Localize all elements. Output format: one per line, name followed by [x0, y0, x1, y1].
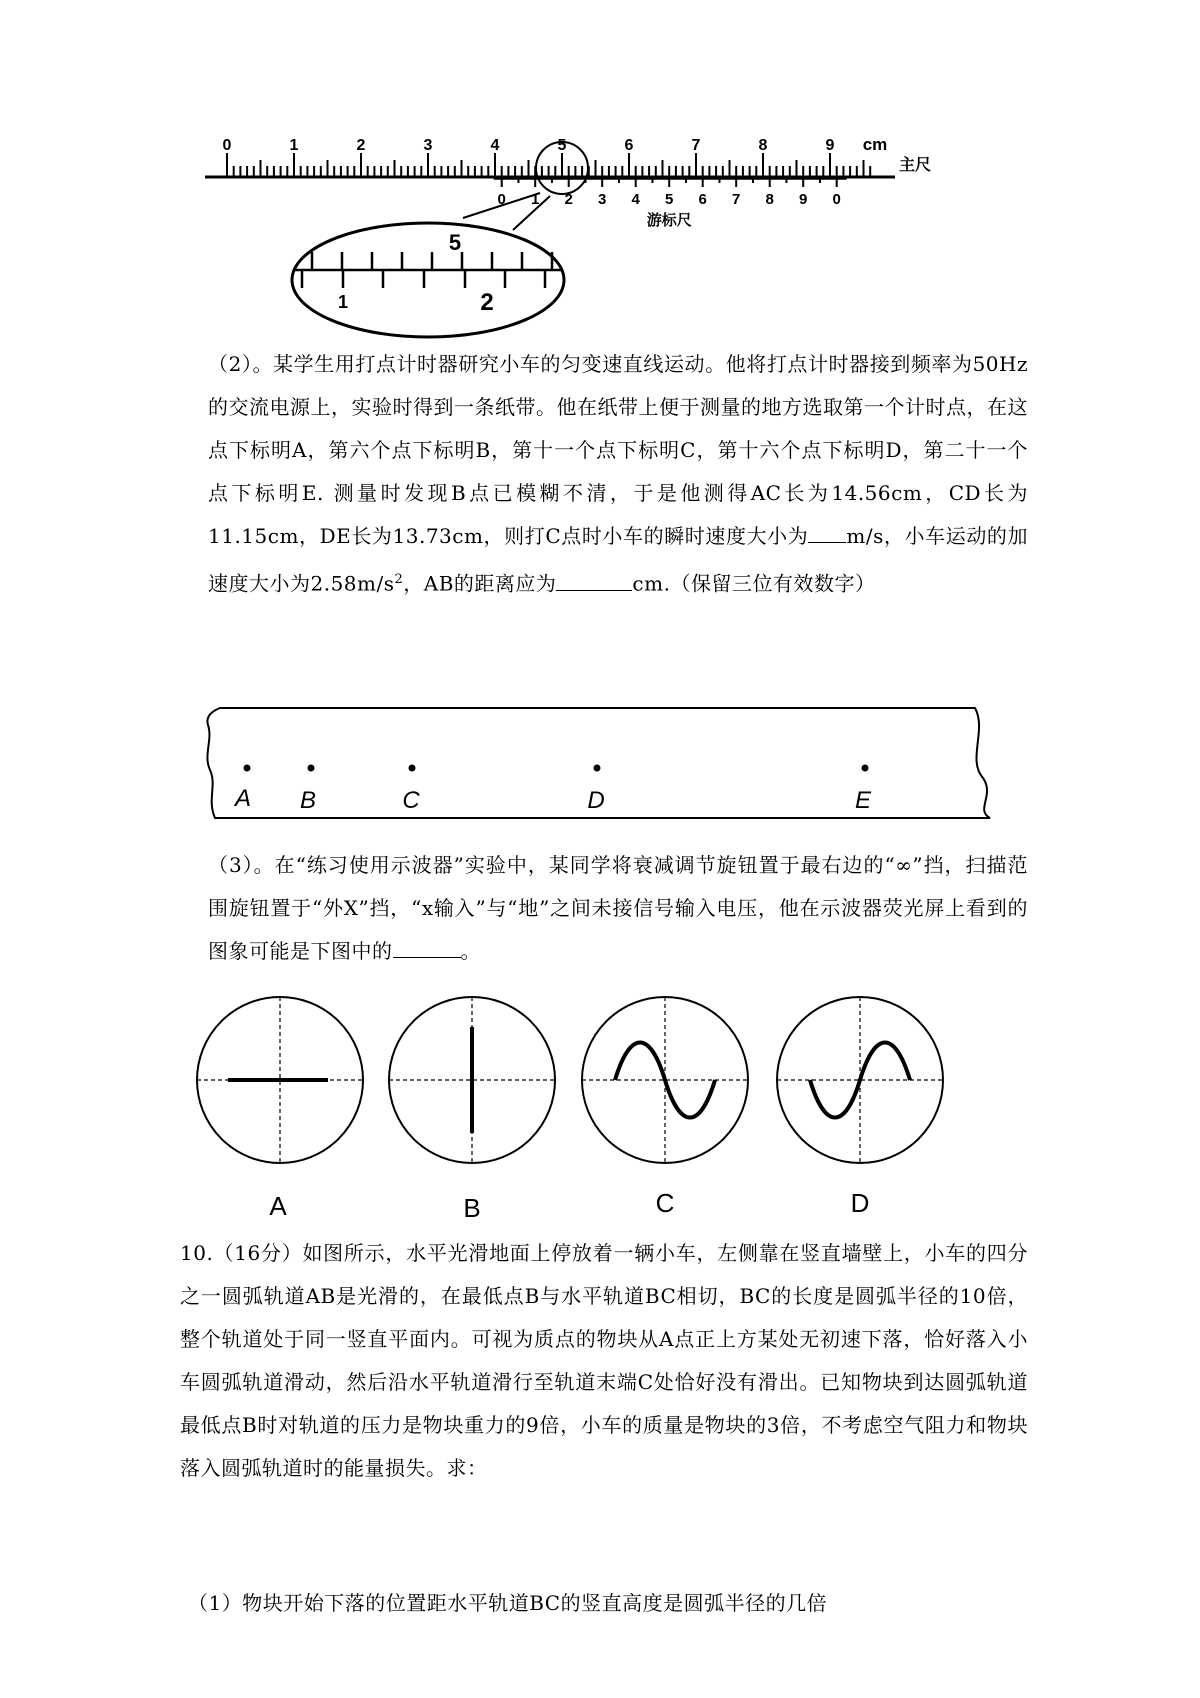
vernier-number: 1: [531, 191, 540, 208]
tape-label-b: B: [299, 787, 317, 814]
vernier-number: 5: [665, 191, 674, 208]
q2-blank-velocity[interactable]: [808, 524, 846, 543]
q3-text-a: （3）。在“练习使用示波器”实验中，某同学将衰减调节旋钮置于最右边的“∞”挡，扫描范围旋钮置于“外X”挡，“x输入”与“地”之间未接信号输入电压，他在示波器荧光屏上看到的图象可能是下图中的: [208, 853, 1028, 963]
tape-label-e: E: [854, 787, 872, 814]
option-b-screen: [389, 997, 555, 1163]
option-b-label: B: [463, 1193, 481, 1223]
tape-dot-d: [594, 765, 601, 772]
main-scale-number: 2: [356, 137, 366, 154]
q10-text: 10.（16分）如图所示，水平光滑地面上停放着一辆小车，左侧靠在竖直墙壁上，小车的四分之一圆弧轨道AB是光滑的，在最低点B与水平轨道BC相切，BC的长度是圆弧半径的10倍，整个轨道处于同一竖直平面内。可视为质点的物块从A点正上方某处无初速下落，恰好落入小车圆弧轨道滑动，然后沿水平轨道滑行至轨道末端C处恰好没有滑出。已知物块到达圆弧轨道最低点B时对轨道的压力是物块重力的9倍，小车的质量是物块的3倍，不考虑空气阻力和物块落入圆弧轨道时的能量损失。求：: [180, 1241, 1028, 1480]
question-10-sub-1: [188, 1582, 1008, 1625]
question-10-text: [180, 1232, 1028, 1490]
main-scale-number: 3: [423, 137, 433, 154]
vernier-number: 0: [832, 191, 841, 208]
tape-label-d: D: [587, 787, 605, 814]
option-d-label: D: [850, 1188, 870, 1218]
vernier-label: 游标尺: [646, 212, 692, 229]
vernier-number: 4: [631, 191, 640, 208]
option-d-screen: [777, 997, 943, 1163]
question-2-text: [208, 343, 1028, 606]
main-scale-number: 9: [825, 137, 835, 154]
vernier-number: 6: [698, 191, 707, 208]
tape-dot-c: [409, 765, 416, 772]
option-c-label: C: [655, 1188, 675, 1218]
q2-text-a: （2）。某学生用打点计时器研究小车的匀变速直线运动。他将打点计时器接到频率为50Hz的交流电源上，实验时得到一条纸带。他在纸带上便于测量的地方选取第一个计时点，在这点下标明A，第六个点下标明B，第十一个点下标明C，第十六个点下标明D，第二十一个点下标明E. 测量时发现B点已模糊不清，于是他测得AC长为14.56cm，CD长为11.15cm，DE长为13.73cm，则打C点时小车的瞬时速度大小为: [208, 352, 1028, 548]
zoom-ellipse: [292, 223, 564, 337]
question-3-text: [208, 844, 1028, 973]
vernier-caliper-figure: [205, 130, 1025, 345]
tape-label-a: A: [234, 785, 252, 812]
vernier-number: 9: [799, 191, 808, 208]
caliper-vernier-scale: [494, 177, 847, 229]
caliper-main-scale: [205, 135, 931, 177]
main-scale-number: 7: [691, 137, 701, 154]
vernier-number: 8: [765, 191, 774, 208]
tape-dot-b: [308, 765, 315, 772]
q2-blank-ab[interactable]: [556, 572, 632, 591]
oscilloscope-options-figure: [190, 985, 1040, 1225]
tape-dot-e: [862, 765, 869, 772]
option-a-label: A: [269, 1191, 287, 1221]
main-scale-number: 8: [758, 137, 768, 154]
main-scale-label: 主尺: [898, 157, 932, 174]
q10-sub1-text: （1）物块开始下落的位置距水平轨道BC的竖直高度是圆弧半径的几倍: [188, 1591, 828, 1615]
q3-text-b: 。: [460, 939, 481, 963]
vernier-number: 0: [497, 191, 506, 208]
vernier-number: 7: [732, 191, 741, 208]
paper-tape-figure: [205, 700, 1015, 825]
vernier-number: 3: [598, 191, 607, 208]
main-scale-number: 1: [289, 137, 299, 154]
q2-text-b: m/s，小车运动的加速度大小为2.58m/s: [208, 524, 1029, 596]
zoom-vernier-label-2: 2: [480, 289, 494, 316]
tape-dot-a: [244, 765, 251, 772]
main-scale-number: 5: [557, 137, 567, 154]
q3-blank-answer[interactable]: [393, 939, 461, 958]
vernier-number: 2: [564, 191, 573, 208]
main-scale-number: 4: [490, 137, 500, 154]
option-c-screen: [582, 997, 748, 1163]
q2-text-b-sup: 2: [394, 572, 404, 587]
zoom-main-label: 5: [448, 230, 462, 255]
main-scale-unit: cm: [862, 135, 888, 154]
q2-text-c: ，AB的距离应为: [403, 571, 557, 596]
tape-label-c: C: [402, 787, 420, 814]
option-a-screen: [197, 997, 363, 1163]
main-scale-number: 6: [624, 137, 634, 154]
q2-text-d: cm.（保留三位有效数字）: [632, 571, 876, 596]
zoom-vernier-label-1: 1: [337, 292, 349, 312]
main-scale-number: 0: [222, 137, 232, 154]
